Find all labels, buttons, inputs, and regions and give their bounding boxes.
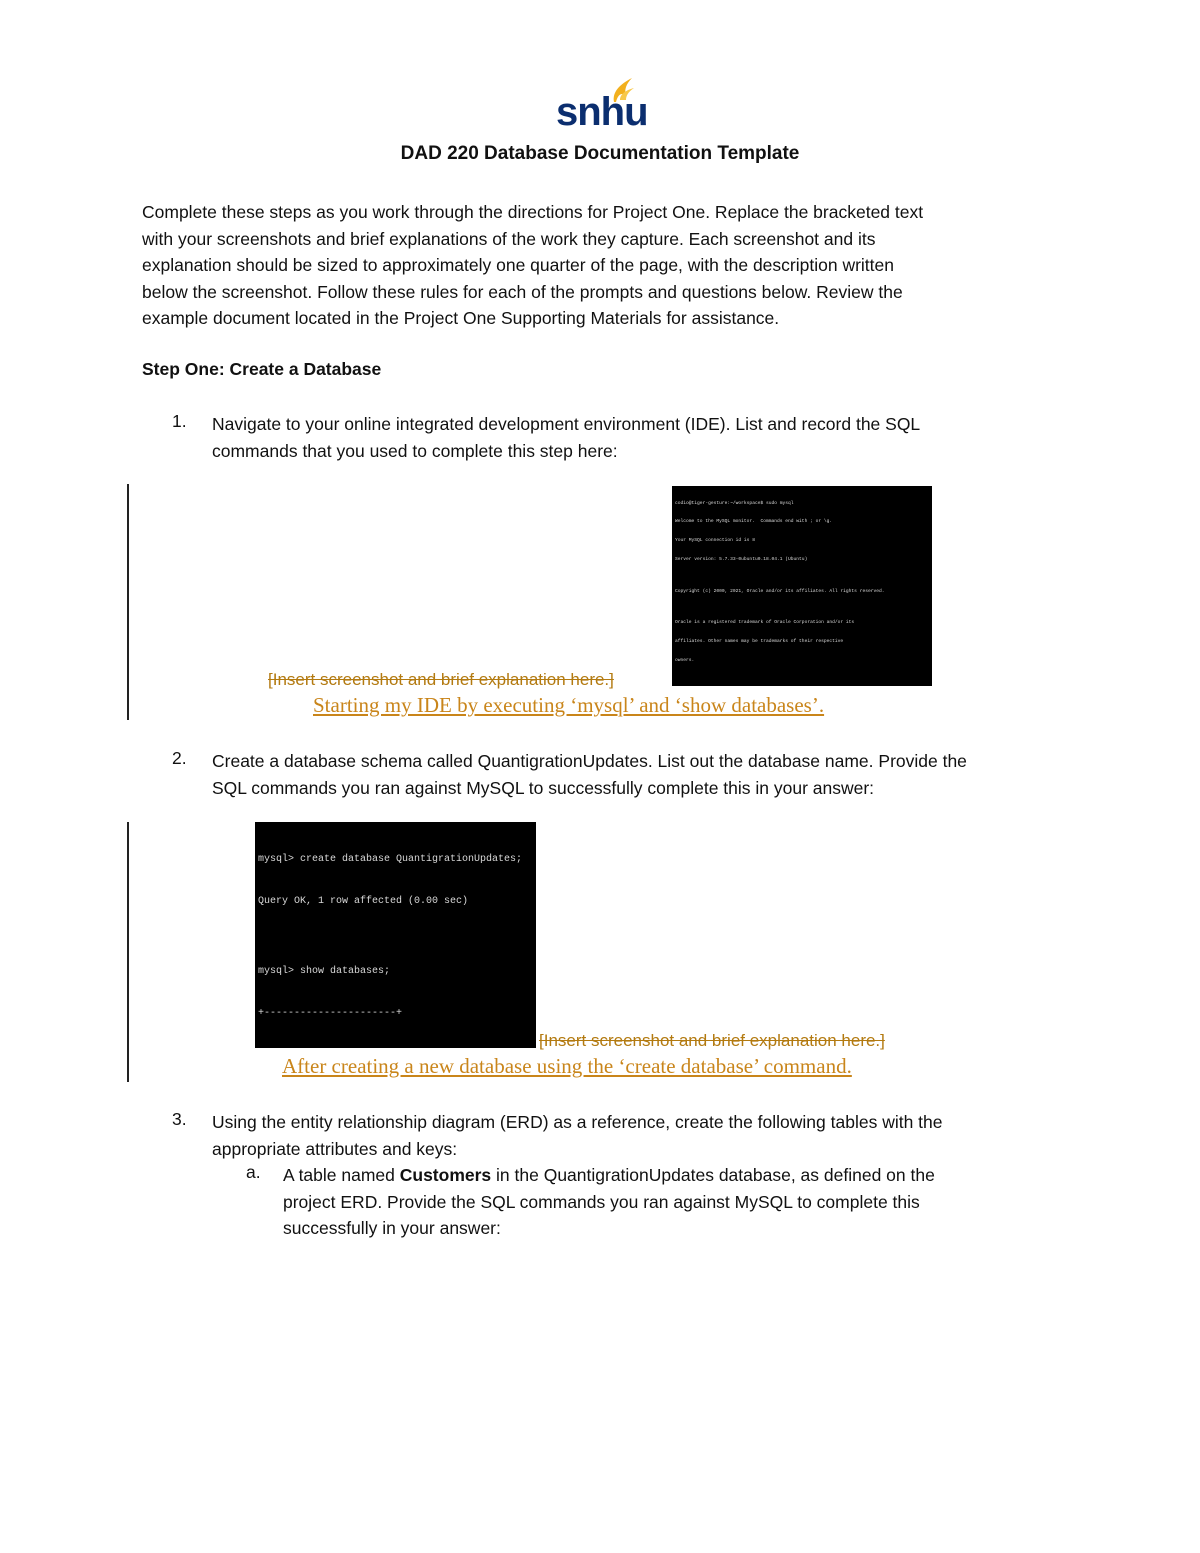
subitem-letter: a. — [246, 1162, 261, 1182]
item-line: Create a database schema called QuantigrationUpdates. List out the database name. Provide the — [212, 751, 967, 771]
terminal-line: Server version: 5.7.33-0ubuntu0.18.04.1 (Ubuntu) — [675, 557, 808, 563]
step-heading: Step One: Create a Database — [142, 359, 382, 379]
item-line: appropriate attributes and keys: — [212, 1138, 458, 1159]
placeholder-text: [Insert screenshot and brief explanation here.] — [539, 1031, 885, 1050]
screenshot-caption: Starting my IDE by executing ‘mysql’ and ‘show databases’. — [313, 693, 825, 717]
terminal-line: mysql> create database QuantigrationUpdates; — [258, 854, 523, 865]
terminal-line: Oracle is a registered trademark of Oracle Corporation and/or its — [675, 620, 855, 626]
terminal-line: Your MySQL connection id is 8 — [675, 538, 755, 544]
intro-line: with your screenshots and brief explanations of the work they capture. Each screenshot and its — [142, 228, 876, 249]
subitem-text — [283, 1162, 1083, 1242]
terminal-line: +----------------------+ — [258, 1008, 403, 1019]
terminal-line: owners. — [675, 658, 695, 664]
placeholder-text: [Insert screenshot and brief explanation here.] — [268, 670, 614, 689]
item-line: SQL commands you ran against MySQL to successfully complete this in your answer: — [212, 777, 875, 798]
snhu-logo — [556, 74, 648, 134]
subitem-prefix: A table named — [283, 1165, 400, 1185]
terminal-screenshot — [672, 486, 932, 686]
intro-line: Complete these steps as you work through the directions for Project One. Replace the bracketed text — [142, 202, 924, 222]
subitem-first-line — [283, 1162, 1083, 1189]
logo-text: snhu — [556, 90, 648, 134]
intro-paragraph — [142, 199, 1052, 332]
change-bar — [127, 484, 129, 720]
screenshot-caption: After creating a new database using the ‘create database’ command. — [282, 1054, 852, 1078]
item-text — [212, 748, 1092, 801]
intro-line: explanation should be sized to approximately one quarter of the page, with the description written — [142, 255, 894, 275]
terminal-line: affiliates. Other names may be trademarks of their respective — [675, 639, 844, 645]
terminal-screenshot — [255, 822, 536, 1048]
intro-line: example document located in the Project One Supporting Materials for assistance. — [142, 308, 780, 328]
item-number: 3. — [172, 1109, 187, 1129]
item-line: Using the entity relationship diagram (ERD) as a reference, create the following tables with the — [212, 1112, 943, 1132]
intro-line: below the screenshot. Follow these rules for each of the prompts and questions below. Review the — [142, 281, 903, 302]
terminal-line: codio@tiger-gesture:~/workspace$ sudo mysql — [675, 500, 794, 506]
item-line: Navigate to your online integrated development environment (IDE). List and record the SQL — [212, 414, 921, 434]
item-text — [212, 1109, 1092, 1162]
terminal-line: Welcome to the MySQL monitor. Commands end with ; or \g. — [675, 519, 833, 525]
change-bar — [127, 822, 129, 1082]
subitem-rest: in the QuantigrationUpdates database, as defined on the — [491, 1165, 935, 1185]
item-line: commands that you used to complete this step here: — [212, 440, 618, 461]
item-text — [212, 411, 1092, 464]
terminal-line: mysql> show databases; — [258, 966, 391, 977]
table-name: Customers — [399, 1165, 492, 1185]
subitem-line: project ERD. Provide the SQL commands you ran against MySQL to complete this — [283, 1191, 920, 1212]
subitem-line: successfully in your answer: — [283, 1218, 501, 1238]
terminal-line: Query OK, 1 row affected (0.00 sec) — [258, 896, 469, 907]
document-title: DAD 220 Database Documentation Template — [400, 143, 800, 164]
item-number: 1. — [172, 411, 187, 431]
item-number: 2. — [172, 748, 187, 768]
terminal-line: Copyright (c) 2000, 2021, Oracle and/or its affiliates. All rights reserved. — [675, 588, 885, 594]
